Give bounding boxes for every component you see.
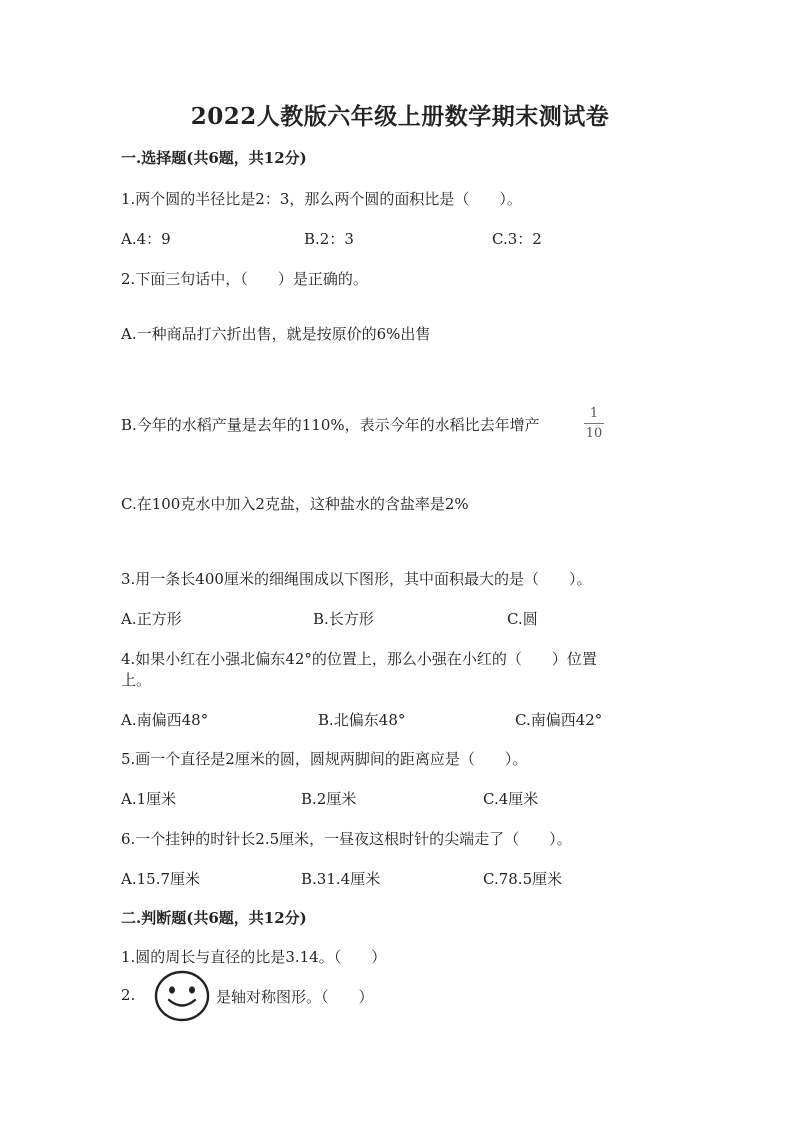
question-4-option-a: A.南偏西48°	[121, 711, 209, 729]
judgement-2-stem: 是轴对称图形。（ ）	[216, 988, 374, 1006]
question-2-option-a: A.一种商品打六折出售，就是按原价的6%出售	[121, 325, 431, 343]
question-6-stem: 6.一个挂钟的时针长2.5厘米，一昼夜这根时针的尖端走了（ ）。	[121, 830, 572, 848]
question-4-stem-line2: 上。	[121, 671, 152, 689]
question-6-option-c: C.78.5厘米	[483, 870, 563, 888]
question-4-option-c: C.南偏西42°	[515, 711, 603, 729]
question-4-stem-line1: 4.如果小红在小强北偏东42°的位置上，那么小强在小红的（ ）位置	[121, 650, 597, 668]
fraction-bar	[584, 423, 604, 424]
question-2-option-c: C.在100克水中加入2克盐，这种盐水的含盐率是2%	[121, 495, 469, 513]
question-1-stem: 1.两个圆的半径比是2：3，那么两个圆的面积比是（ ）。	[121, 190, 522, 208]
question-3-stem: 3.用一条长400厘米的细绳围成以下图形，其中面积最大的是（ ）。	[121, 570, 592, 588]
question-5-stem: 5.画一个直径是2厘米的圆，圆规两脚间的距离应是（ ）。	[121, 750, 528, 768]
question-6-option-a: A.15.7厘米	[121, 870, 200, 888]
smiley-face-icon	[152, 968, 212, 1024]
question-3-option-a: A.正方形	[121, 610, 182, 628]
question-2-option-b: B.今年的水稻产量是去年的110%，表示今年的水稻比去年增产	[121, 416, 540, 434]
question-5-option-b: B.2厘米	[301, 790, 357, 808]
question-5-option-a: A.1厘米	[121, 790, 177, 808]
question-5-option-c: C.4厘米	[483, 790, 539, 808]
fraction-numerator: 1	[589, 406, 599, 421]
question-6-option-b: B.31.4厘米	[301, 870, 381, 888]
question-1-option-b: B.2：3	[304, 230, 354, 248]
question-1-option-c: C.3：2	[492, 230, 542, 248]
page-title: 2022人教版六年级上册数学期末测试卷	[190, 103, 610, 130]
fraction-denominator: 10	[585, 426, 603, 441]
question-1-option-a: A.4：9	[121, 230, 171, 248]
question-4-option-b: B.北偏东48°	[318, 711, 406, 729]
judgement-2-number: 2.	[121, 986, 136, 1004]
fraction-one-tenth	[582, 406, 606, 441]
question-3-option-c: C.圆	[507, 610, 538, 628]
section-heading-judgement: 二.判断题(共6题，共12分)	[121, 909, 307, 927]
judgement-1-stem: 1.圆的周长与直径的比是3.14。（ ）	[121, 948, 387, 966]
question-2-stem: 2.下面三句话中，（ ）是正确的。	[121, 270, 368, 288]
section-heading-choice: 一.选择题(共6题，共12分)	[121, 149, 307, 167]
question-3-option-b: B.长方形	[313, 610, 374, 628]
